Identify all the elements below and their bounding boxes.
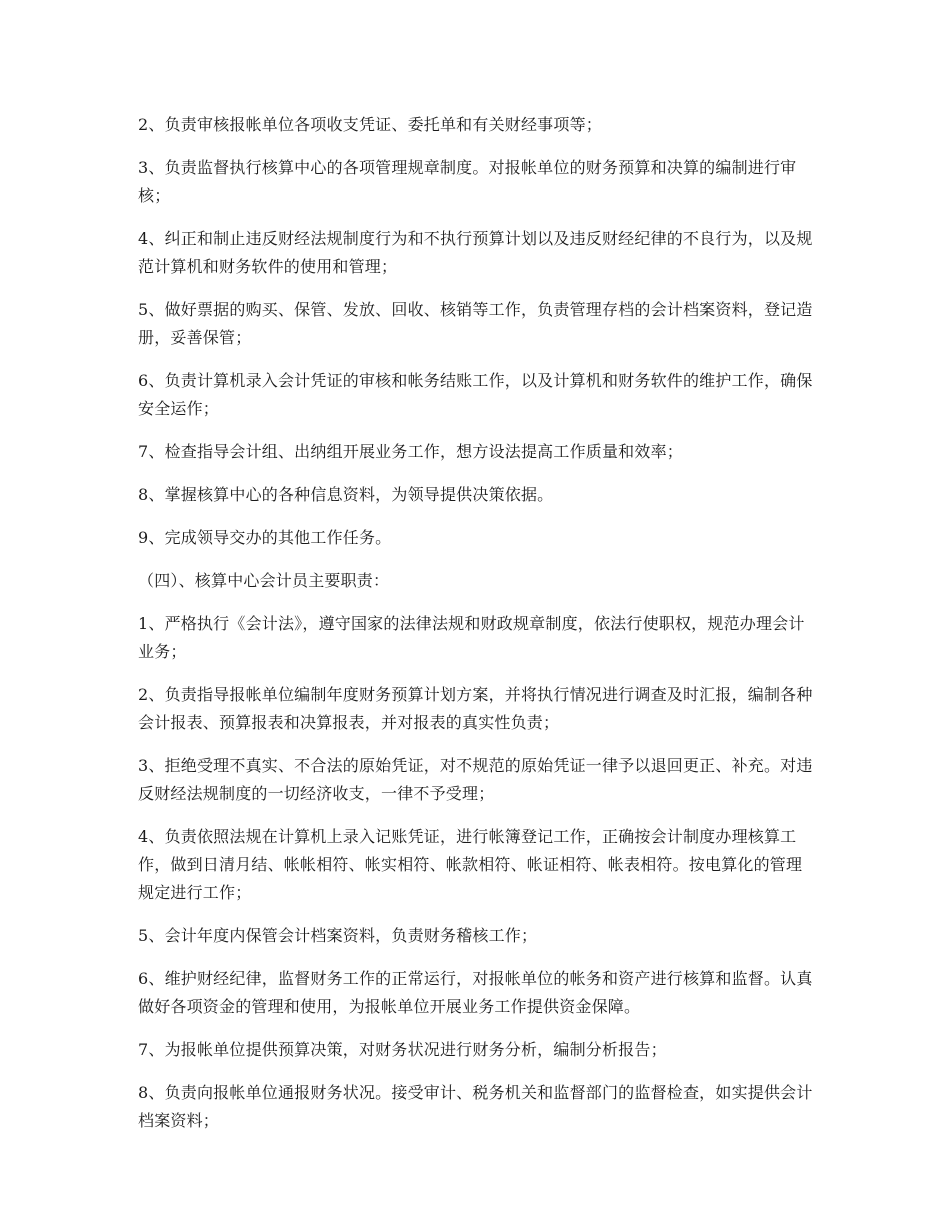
duty-item-2: 2、负责指导报帐单位编制年度财务预算计划方案，并将执行情况进行调查及时汇报，编制各种会计报表、预算报表和决算报表，并对报表的真实性负责；: [138, 685, 813, 732]
paragraph-item-6: 6、负责计算机录入会计凭证的审核和帐务结账工作，以及计算机和财务软件的维护工作，确保安全运作；: [138, 371, 813, 418]
duty-item-4: 4、负责依照法规在计算机上录入记账凭证，进行帐簿登记工作，正确按会计制度办理核算工作，做到日清月结、帐帐相符、帐实相符、帐款相符、帐证相符、帐表相符。按电算化的管理规定进行工作；: [138, 827, 803, 902]
duty-item-6: 6、维护财经纪律，监督财务工作的正常运行，对报帐单位的帐务和资产进行核算和监督。认真做好各项资金的管理和使用，为报帐单位开展业务工作提供资金保障。: [138, 969, 813, 1016]
duty-item-8: 8、负责向报帐单位通报财务状况。接受审计、税务机关和监督部门的监督检查，如实提供会计档案资料；: [138, 1083, 813, 1130]
document-body: [138, 111, 813, 1150]
paragraph-item-7: 7、检查指导会计组、出纳组开展业务工作，想方设法提高工作质量和效率；: [138, 442, 683, 461]
section-heading-accountant-duties: （四）、核算中心会计员主要职责：: [138, 571, 390, 590]
paragraph-item-9: 9、完成领导交办的其他工作任务。: [138, 528, 392, 547]
paragraph-item-3: 3、负责监督执行核算中心的各项管理规章制度。对报帐单位的财务预算和决算的编制进行审核；: [138, 158, 797, 205]
duty-item-1: 1、严格执行《会计法》，遵守国家的法律法规和财政规章制度，依法行使职权，规范办理会计业务；: [138, 614, 805, 661]
duty-item-3: 3、拒绝受理不真实、不合法的原始凭证，对不规范的原始凭证一律予以退回更正、补充。对违反财经法规制度的一切经济收支，一律不予受理；: [138, 756, 813, 803]
duty-item-5: 5、会计年度内保管会计档案资料，负责财务稽核工作；: [138, 926, 538, 945]
duty-item-7: 7、为报帐单位提供预算决策，对财务状况进行财务分析，编制分析报告；: [138, 1040, 667, 1059]
paragraph-item-5: 5、做好票据的购买、保管、发放、回收、核销等工作，负责管理存档的会计档案资料，登记造册，妥善保管；: [138, 300, 813, 347]
paragraph-item-2: 2、负责审核报帐单位各项收支凭证、委托单和有关财经事项等；: [138, 115, 602, 134]
paragraph-item-4: 4、纠正和制止违反财经法规制度行为和不执行预算计划以及违反财经纪律的不良行为，以及规范计算机和财务软件的使用和管理；: [138, 229, 813, 276]
paragraph-item-8: 8、掌握核算中心的各种信息资料，为领导提供决策依据。: [138, 485, 554, 504]
